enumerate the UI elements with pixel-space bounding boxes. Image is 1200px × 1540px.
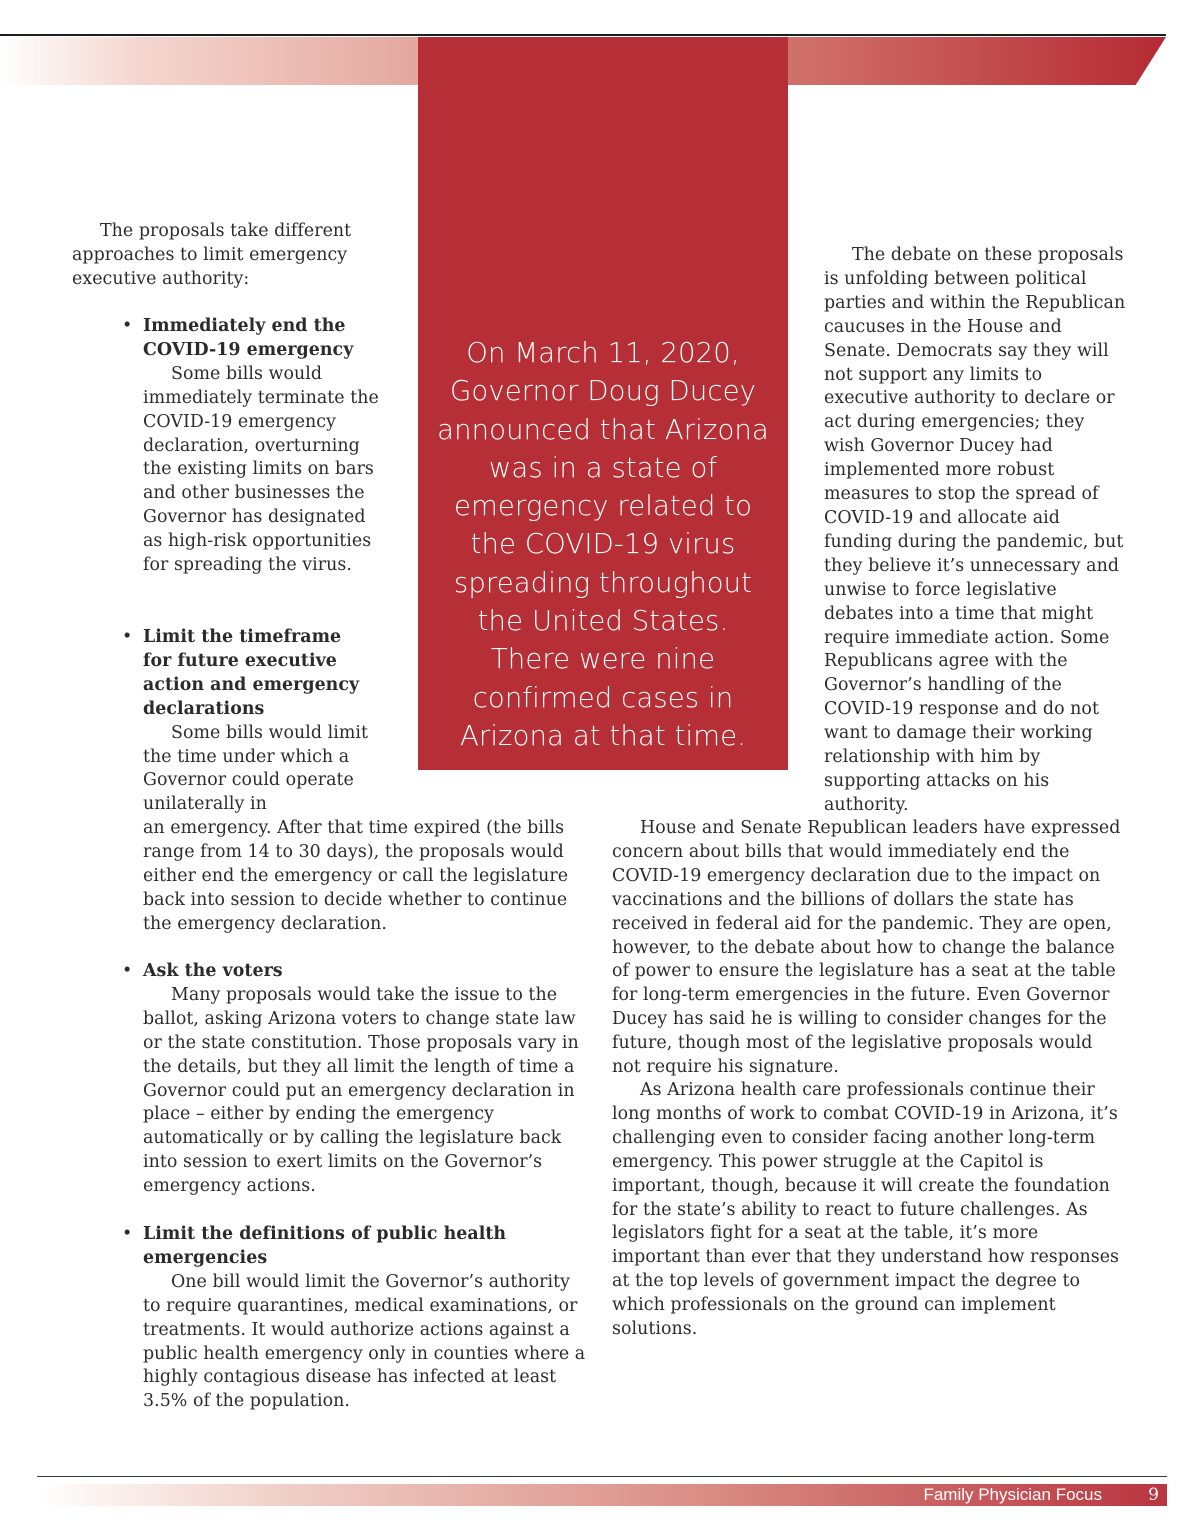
bullet-marker: •	[122, 627, 133, 647]
footer-rule	[37, 1476, 1167, 1477]
bullet-item	[122, 960, 588, 1199]
right-paragraph-2: House and Senate Republican leaders have expressed concern about bills that would immediately end the COVID-19 emergency declaration due to the impact on vaccinations and the billions of dollars the state has received in federal aid for the pandemic. They are open, however, to the debate about how to change the balance of power to ensure the legislature has a seat at the table for long-term emergencies in the future. Even Governor Ducey has said he is willing to consider changes for the future, though most of the legislative proposals would not require his signature.	[612, 818, 1121, 1078]
bullet-marker: •	[122, 1224, 133, 1244]
bullet-body: One bill would limit the Governor’s authority to require quarantines, medical examinations, or treatments. It would authorize actions against a public health emergency only in counties where a highly contagious disease has infected at least 3.5% of the population.	[143, 1271, 586, 1412]
bullet-body: Some bills would immediately terminate the COVID-19 emergency declaration, overturning the existing limits on bars and other businesses the Governor has designated as high-risk opportunities for spreading the virus.	[143, 363, 379, 576]
bullet-item	[122, 315, 381, 578]
bullet-body-narrow: Some bills would limit the time under which a Governor could operate unilaterally in	[143, 722, 369, 815]
bullet-marker: •	[122, 316, 133, 336]
right-paragraph-1: The debate on these proposals is unfolding between political parties and within the Republican caucuses in the House and Senate. Democrats say they will not support any limits to executive authority to declare or act during emergencies; they wish Governor Ducey had implemented more robust measures to stop the spread of COVID-19 and allocate aid funding during the pandemic, but they believe it’s unnecessary and unwise to force legislative debates into a time that might require immediate action. Some Republicans agree with the Governor’s handling of the COVID-19 response and do not want to damage their working relationship with him by supporting attacks on his authority.	[824, 245, 1126, 815]
bullet-heading: Ask the voters	[143, 961, 283, 981]
bullet-heading: Limit the definitions of public health emergencies	[143, 1224, 507, 1268]
right-paragraph-3: As Arizona health care professionals continue their long months of work to combat COVID-19 in Arizona, it’s challenging even to consider facing another long-term emergency. This power struggle at the Capitol is important, though, because it will create the foundation for the state’s ability to react to future challenges. As legislators fight for a seat at the table, it’s more important than ever that they understand how responses at the top levels of government impact the degree to which professionals on the ground can implement solutions.	[612, 1080, 1120, 1340]
pull-quote-box	[418, 37, 788, 770]
bullet-body-continued: an emergency. After that time expired (the bills range from 14 to 30 days), the proposals would either end the emergency or call the legislature back into session to decide whether to continue the emergency declaration.	[143, 818, 569, 934]
pull-quote-text: On March 11, 2020, Governor Doug Ducey announced that Arizona was in a state of emergency related to the COVID-19 virus spreading throughout the United States. There were nine confirmed cases in Arizona at that time.	[437, 337, 769, 752]
bullet-item	[122, 626, 373, 817]
page-number: 9	[1148, 1485, 1159, 1505]
bullet-body: Many proposals would take the issue to the ballot, asking Arizona voters to change state law or the state constitution. Those proposals vary in the details, but they all limit the length of time a Governor could put an emergency declaration in place – either by ending the emergency automatically or by calling the legislature back into session to exert limits on the Governor’s emergency actions.	[143, 984, 579, 1197]
bullet-marker: •	[122, 961, 133, 981]
bullet-heading: Immediately end the COVID-19 emergency	[143, 316, 354, 360]
top-rule	[0, 34, 1166, 36]
footer-publication-name: Family Physician Focus	[923, 1485, 1102, 1504]
bullet-heading: Limit the timeframe for future executive action and emergency declarations	[143, 627, 360, 719]
left-intro-paragraph: The proposals take different approaches to limit emergency executive authority:	[72, 221, 352, 289]
bullet-item	[122, 1223, 588, 1414]
